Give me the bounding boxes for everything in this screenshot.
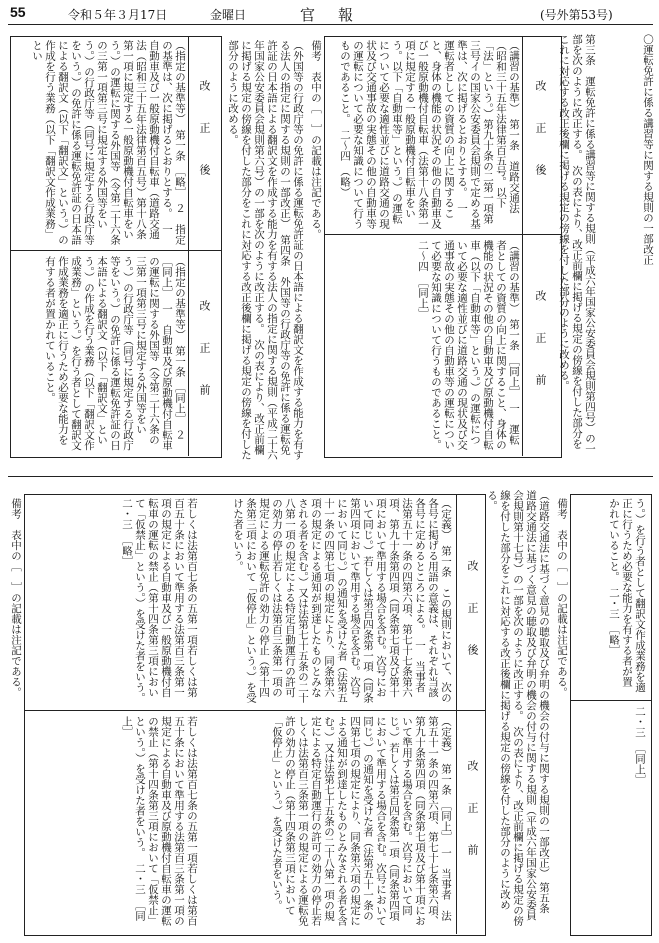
art4-after-heading-rule bbox=[188, 36, 189, 250]
art4-cont-after bbox=[574, 498, 646, 696]
art4-cont-before-text: 二・三 ［同上］ bbox=[634, 706, 646, 785]
art4-remark-text: 備考 表中の［ ］の記載は注記である。 bbox=[556, 498, 568, 698]
art4-cont-after-text: う。）を行う者として翻訳文作成業務を適正に行うため必要な能力を有する者が置かれていること。 二・三 ［略］ bbox=[608, 498, 646, 693]
art5-remark-text: 備考 表中の［ ］の記載は注記である。 bbox=[10, 498, 22, 698]
art3-before-heading: 改 正 前 bbox=[534, 290, 547, 395]
art4-before-heading: 改 正 前 bbox=[198, 300, 211, 405]
art5-before-text bbox=[200, 716, 452, 930]
art5-notice-title: （道路交通法に基づく意見の聴取及び弁明の機会の付与に関する規則の一部改正） bbox=[538, 490, 550, 879]
art4-cont-divider bbox=[570, 700, 651, 701]
art5-after-text-content: （定義） 第一条 この規則において、次の各号に掲げる用語の意義は、それぞれ当該各号に定めるところによる。 一 当事者 法第五十一条の四第六項、第七十七条第六項、第九十条第四項（同条第七項及び第十項において準用する場合を含む。次号において同じ。）若しくは第百四条第一項（同条第四項において準用する場合を含む。次号において同じ。）の通知を受けた者（法第五十一条の四第七項の規定により、同条第六項の規定による通知が到達したものとみなされる者を含む。）又は法第七十五条の二十八第一項の規定による特定自動運行の許可の効力の停止若しくは法第百三条第一項の規定による運転免許の効力の停止（第十四条第三項において「仮停止」という。）を受けた者をいう。 bbox=[232, 498, 452, 703]
art3-before-text-content: （講習の基準） 第一条 ［同上］ 一 運転者としての資質の向上に関すること、身体の機能の状況その他の自動車及び原動機付自転車（以下「自動車等」という。）の運転について必要な適性並びに道路交通の現状及び交通事故の実態その他の自動車等の運転について必要な知識について行うものであること。 二～四 ［同上］ bbox=[417, 240, 520, 456]
art4-before-heading-rule bbox=[188, 250, 189, 456]
art5-table-divider bbox=[24, 710, 485, 711]
page-number: 55 bbox=[10, 4, 26, 20]
issue-number: (号外第53号) bbox=[540, 8, 613, 22]
art4-cont-before bbox=[574, 706, 646, 926]
weekday: 金曜日 bbox=[210, 8, 247, 22]
art4-table-divider bbox=[10, 250, 221, 251]
art3-after-heading-rule bbox=[522, 36, 523, 234]
issue-date: 令和５年３月17日 bbox=[68, 8, 168, 22]
gazette-title: 官 報 bbox=[300, 6, 358, 24]
art3-notice-title-text: 〇運転免許に係る講習等に関する規則の一部改正 bbox=[642, 34, 654, 265]
art5-after-heading-rule bbox=[456, 494, 457, 710]
art3-table-divider bbox=[324, 234, 561, 235]
art5-after-sub-text: 若しくは法第百七条の五第一項若しくは第百五十条において準用する法第百三条第一項の規定による自動車及び一般原動機付自転車の運転の禁止（第十四条第三項において「仮禁止」という。）を受けた者をいう。 二・三 ［略］ bbox=[121, 498, 198, 708]
art3-before-heading-rule bbox=[522, 234, 523, 456]
art4-intro bbox=[222, 40, 304, 460]
section-rule bbox=[8, 476, 653, 477]
art3-notice-body-text: 第三条 運転免許に係る講習等に関する規則（平成六年国家公安委員会規則第四号）の一部を次のように改正する。 次の表により、改正前欄に掲げる規定の傍線を付した部分をこれに対応する改正後欄に掲げる規定の傍線を付した部分のように改める。 bbox=[558, 34, 596, 454]
art5-before-sub-text: 若しくは法第百七条の五第一項若しくは第百五十条において準用する法第百三条第一項の規定による自動車及び原動機付自転車の運転の禁止（第十四条第三項において「仮禁止」という。）を受けた者をいう。 二・三 ［同上］ bbox=[121, 716, 198, 926]
header-rule bbox=[8, 24, 653, 25]
art5-remark bbox=[6, 498, 22, 758]
art3-notice-title bbox=[596, 34, 654, 434]
art3-after-text-content: （講習の基準） 第一条 道路交通法（昭和三十五年法律第百五号。以下「法」という。）第九十条の二第一項第三号イの国家公安委員会規則で定める基準は、次に掲げるとおりとする。 一 運転者としての資質の向上に関すること、身体の機能の状況その他の自動車及び一般原動機付自転車（法第十八条第一項に規定する一般原動機付自転車をいう。以下「自動車等」という。）の運転について必要な適性並びに道路交通の現状及び交通事故の実態その他の自動車等の運転について必要な知識について行うものであること。 二～四 （略） bbox=[339, 40, 520, 229]
art4-before-text-content: （指定の基準等） 第一条 ［同上］ ２ ［同上］ 一 自動車及び原動機付自転車の運転に関する外国等（令第二十六条の三第一項第三号に規定する外国等をいう。）の行政庁等（同号に規定する行政庁等をいう。）の免許に係る運転免許証の日本語による翻訳文（以下「翻訳文」という。）の作成を行う業務（以下「翻訳文作成業務」という。）を行う者として翻訳文作成業務を適正に行うため必要な能力を有する者が置かれていること。 bbox=[44, 256, 186, 451]
art4-remark bbox=[552, 498, 568, 758]
art5-after-heading: 改 正 後 bbox=[466, 560, 479, 665]
art3-after-text bbox=[330, 40, 520, 230]
art5-before-text-content: （定義） 第一条 ［同上］ 一 当事者 法第五十一条の四第六項、第七十七条第六項、第九十条第四項（同条第七項及び第十項において準用する場合を含む。次号において同じ。）若しくは第百四条第一項（同条第四項において準用する場合を含む。次号において同じ。）の通知を受けた者（法第五十一条の四第七項の規定により、同条第六項の規定による通知が到達したものとみなされる者を含む。）又は法第七十五条の二十八第一項の規定による特定自動運行の許可の効力の停止若しくは法第百三条第一項の規定による運転免許の効力の停止（第十四条第三項において「仮停止」という。）を受けた者をいう。 bbox=[271, 716, 452, 926]
art4-after-heading: 改 正 後 bbox=[198, 80, 211, 185]
art3-remark-text: 備考 表中の［ ］の記載は注記である。 bbox=[310, 40, 322, 240]
art5-after-text bbox=[200, 498, 452, 706]
art5-notice-body: 第五条 道路交通法に基づく意見の聴取及び弁明の機会の付与に関する規則（平成六年国家公安委員会規則第十七号）の一部を次のように改正する。 次の表により、改正前欄に掲げる規定の傍線を付した部分をこれに対応する改正後欄に掲げる規定の傍線を付した部分のように改める。 bbox=[486, 490, 550, 926]
art3-remark bbox=[306, 40, 322, 240]
art5-before-sub bbox=[60, 716, 198, 930]
art5-after-sub bbox=[60, 498, 198, 706]
art3-after-heading: 改 正 後 bbox=[534, 80, 547, 185]
art3-before-text bbox=[330, 240, 520, 456]
art4-after-text bbox=[14, 40, 186, 246]
art4-before-text bbox=[14, 256, 186, 452]
art5-before-heading-rule bbox=[456, 710, 457, 934]
art4-after-text-content: （指定の基準等） 第一条 ［略］ ２ 指定の基準は、次に掲げるとおりとする。 一 自動車及び一般原動機付自転車（道路交通法（昭和三十五年法律第百五号）第十八条第一項に規定する一般原動機付自転車をいう。）の運転に関する外国等（令第二十六条の三第一項第三号に規定する外国等をいう。）の行政庁等（同号に規定する行政庁等をいう。）の免許に係る運転免許証の日本語による翻訳文（以下「翻訳文」という。）の作成を行う業務（以下「翻訳文作成業務」とい bbox=[31, 40, 186, 245]
art3-notice-body bbox=[558, 34, 596, 454]
page-header bbox=[0, 0, 659, 24]
art5-before-heading: 改 正 前 bbox=[466, 760, 479, 865]
art5-notice bbox=[486, 490, 550, 930]
art4-intro-text: （外国等の行政庁等の免許に係る運転免許証の日本語による翻訳文を作成する能力を有する法人の指定に関する規則の一部改正） 第四条 外国等の行政庁等の免許に係る運転免許証の日本語による翻訳文を作成する能力を有する法人の指定に関する規則（平成二十六年国家公安委員会規則第六号）の一部を次のように改正する。 次の表により、改正前欄に掲げる規定の傍線を付した部分をこれに対応する改正後欄に掲げる規定の傍線を付した部分のように改める。 bbox=[227, 40, 304, 460]
